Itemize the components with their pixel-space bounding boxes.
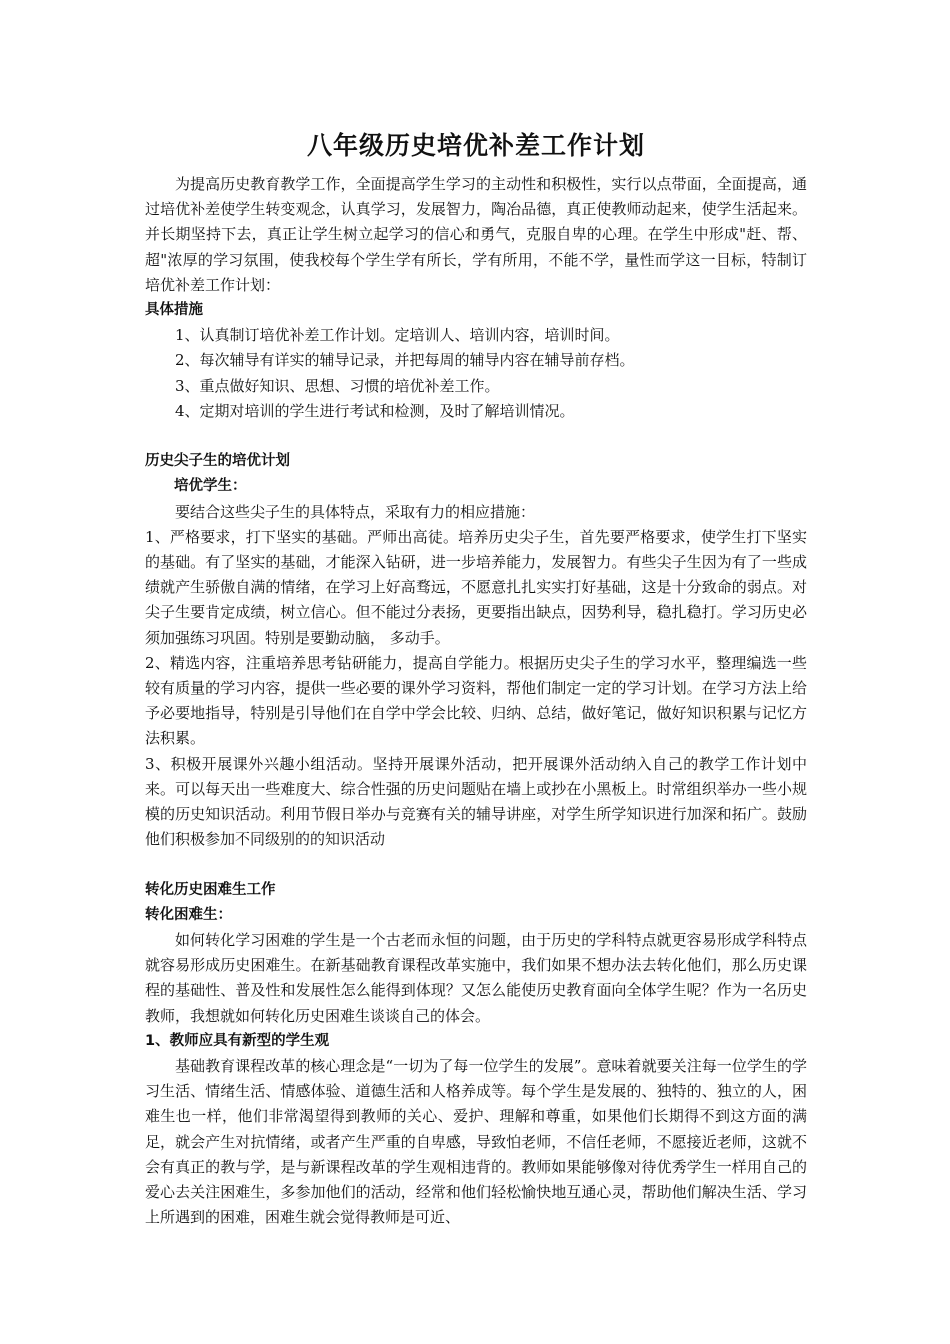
measure-item-4: 4、定期对培训的学生进行考试和检测，及时了解培训情况。 <box>175 401 575 420</box>
spacer <box>145 424 807 449</box>
top-students-heading: 历史尖子生的培优计划 <box>145 453 290 470</box>
weak-students-intro: 如何转化学习困难的学生是一个古老而永恒的问题，由于历史的学科特点就更容易形成学科特点就容易形成历史困难生。在新基础教育课程改革实施中，我们如果不想办法去转化他们，那么历史课程的基础性、普及性和发展性怎么能得到体现？又怎么能使历史教育面向全体学生呢？作为一名历史教师，我想就如何转化历史困难生谈谈自己的体会。 <box>145 931 807 1025</box>
measures-heading: 具体措施 <box>145 302 203 319</box>
weak-students-heading: 转化历史困难生工作 <box>145 881 276 898</box>
top-students-item-3: 3、积极开展课外兴趣小组活动。坚持开展课外活动，把开展课外活动纳入自己的教学工作计划中来。可以每天出一些难度大、综合性强的历史问题贴在墙上或抄在小黑板上。时常组织举办一些小规模的历史知识活动。利用节假日举办与竞赛有关的辅导讲座，对学生所学知识进行加深和拓广。鼓励他们积极参加不同级别的的知识活动 <box>145 754 807 849</box>
document-title: 八年级历史培优补差工作计划 <box>306 131 645 160</box>
top-students-item-2: 2、精选内容，注重培养思考钻研能力，提高自学能力。根据历史尖子生的学习水平，整理编选一些较有质量的学习内容，提供一些必要的课外学习资料，帮他们制定一定的学习计划。在学习方法上给予必要地指导，特别是引导他们在自学中学会比较、归纳、总结，做好笔记，做好知识积累与记忆方法积累。 <box>145 653 807 748</box>
top-students-item-1: 1、严格要求，打下坚实的基础。严师出高徒。培养历史尖子生，首先要严格要求，使学生打下坚实的基础。有了坚实的基础，才能深入钻研，进一步培养能力，发展智力。有些尖子生因为有了一些成绩就产生骄傲自满的情绪，在学习上好高骛远，不愿意扎扎实实打好基础，这是十分致命的弱点。对尖子生要肯定成绩，树立信心。但不能过分表扬，更要指出缺点，因势利导，稳扎稳打。学习历史必须加强练习巩固。特别是要勤动脑， 多动手。 <box>145 527 807 647</box>
weak-students-subheading: 转化困难生： <box>145 906 232 923</box>
measure-item-1: 1、认真制订培优补差工作计划。定培训人、培训内容，培训时间。 <box>175 326 620 345</box>
spacer <box>145 852 807 877</box>
intro-paragraph: 为提高历史教育教学工作，全面提高学生学习的主动性和积极性，实行以点带面，全面提高，通过培优补差使学生转变观念，认真学习，发展智力，陶冶品德，真正使教师动起来，使学生活起来。并长期坚持下去，真正让学生树立起学习的信心和勇气，克服自卑的心理。在学生中形成"赶、帮、超"浓厚的学习氛围，使我校每个学生学有所长，学有所用，不能不学，量性而学这一目标，特制订培优补差工作计划： <box>145 175 807 294</box>
document-page <box>145 128 807 1231</box>
section-1-body: 基础教育课程改革的核心理念是“一切为了每一位学生的发展”。意味着就要关注每一位学生的学习生活、情绪生活、情感体验、道德生活和人格养成等。每个学生是发展的、独特的、独立的人，困难生也一样，他们非常渴望得到教师的关心、爱护、理解和尊重，如果他们长期得不到这方面的满足，就会产生对抗情绪，或者产生严重的自卑感，导致怕老师，不信任老师，不愿接近老师，这就不会有真正的教与学，是与新课程改革的学生观相违背的。教师如果能够像对待优秀学生一样用自己的爱心去关注困难生，多参加他们的活动，经常和他们轻松愉快地互通心灵，帮助他们解决生活、学习上所遇到的困难，困难生就会觉得教师是可近、 <box>145 1057 807 1227</box>
measure-item-2: 2、每次辅导有详实的辅导记录，并把每周的辅导内容在辅导前存档。 <box>175 351 635 370</box>
top-students-subheading: 培优学生： <box>174 478 247 495</box>
measure-item-3: 3、重点做好知识、思想、习惯的培优补差工作。 <box>175 376 500 395</box>
top-students-intro: 要结合这些尖子生的具体特点，采取有力的相应措施： <box>175 502 536 521</box>
section-1-heading: 1、教师应具有新型的学生观 <box>145 1032 330 1049</box>
